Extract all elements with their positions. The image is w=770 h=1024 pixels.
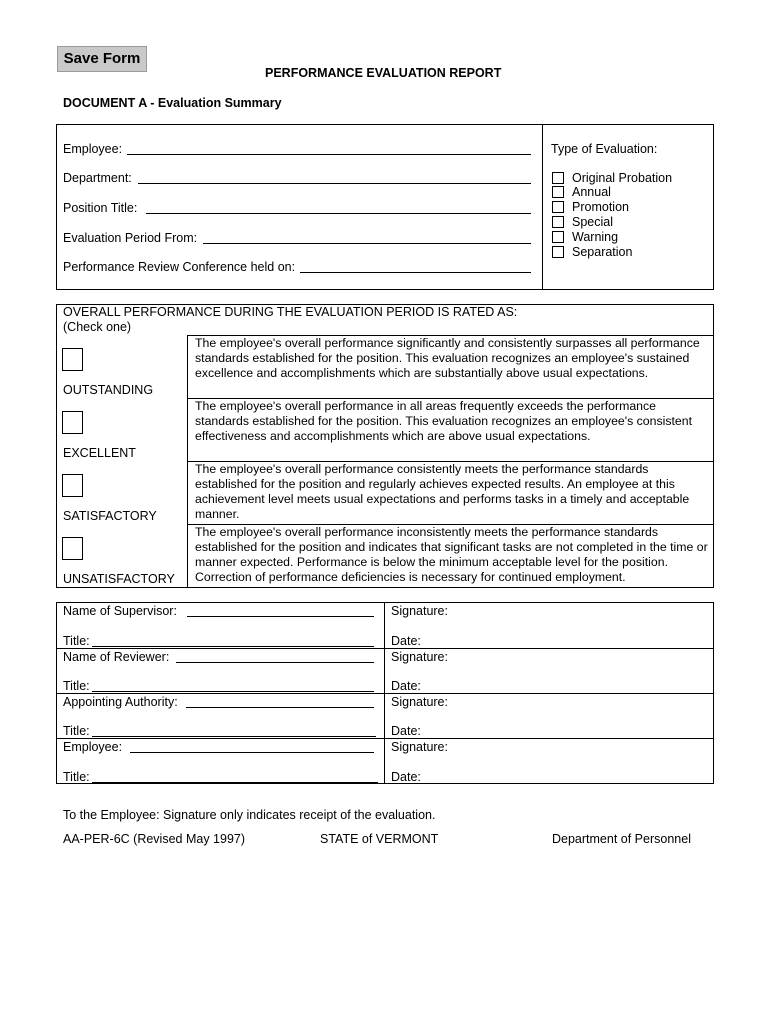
department-label: Department:	[63, 171, 132, 185]
employee-title-field[interactable]	[92, 782, 378, 783]
save-form-button[interactable]: Save Form	[57, 46, 147, 72]
appointing-authority-signature-label: Signature:	[391, 695, 448, 709]
employee-signoff-field[interactable]	[130, 752, 374, 753]
excellent-label: EXCELLENT	[63, 446, 136, 460]
supervisor-name-field[interactable]	[187, 616, 374, 617]
original-probation-checkbox[interactable]	[552, 172, 564, 184]
state-name: STATE of VERMONT	[320, 832, 439, 846]
special-checkbox[interactable]	[552, 216, 564, 228]
rating-subheading: (Check one)	[63, 320, 132, 334]
conference-date-field[interactable]	[300, 272, 531, 273]
special-label: Special	[572, 215, 613, 229]
conference-label: Performance Review Conference held on:	[63, 260, 296, 274]
employee-title-label: Title:	[63, 770, 90, 784]
position-title-label: Position Title:	[63, 201, 138, 215]
supervisor-title-label: Title:	[63, 634, 90, 648]
separation-label: Separation	[572, 245, 633, 259]
outstanding-label: OUTSTANDING	[63, 383, 154, 397]
supervisor-date-label: Date:	[391, 634, 421, 648]
promotion-checkbox[interactable]	[552, 201, 564, 213]
appointing-authority-label: Appointing Authority:	[63, 695, 178, 709]
unsatisfactory-checkbox[interactable]	[62, 537, 83, 560]
outstanding-description: The employee's overall performance significantly and consistently surpasses all performance standards established for the position. This evaluation recognizes an employee's sustained excellence and accomplishments which are substantially above usual expectations.	[195, 336, 700, 380]
satisfactory-description: The employee's overall performance consistently meets the performance standards established for the position and regularly achieves expected results. An employee at this achievement level meets usual expectations and performs tasks in a timely and acceptable manner.	[195, 462, 690, 521]
employee-signature-label: Signature:	[391, 740, 448, 754]
evaluation-period-label: Evaluation Period From:	[63, 231, 198, 245]
original-probation-label: Original Probation	[572, 171, 673, 185]
form-id: AA-PER-6C (Revised May 1997)	[63, 832, 246, 846]
unsatisfactory-label: UNSATISFACTORY	[63, 572, 175, 586]
employee-field[interactable]	[127, 154, 531, 155]
unsatisfactory-description: The employee's overall performance inconsistently meets the performance standards established for the position and indicates that significant tasks are not completed in the time or manner expected. Performance is below the minimum acceptable level for the position. Correction of performance deficiencies is necessary for continued employment.	[195, 525, 708, 584]
employee-date-label: Date:	[391, 770, 421, 784]
reviewer-title-label: Title:	[63, 679, 90, 693]
supervisor-name-label: Name of Supervisor:	[63, 604, 177, 618]
warning-label: Warning	[572, 230, 619, 244]
reviewer-title-field[interactable]	[92, 691, 374, 692]
satisfactory-checkbox[interactable]	[62, 474, 83, 497]
excellent-description: The employee's overall performance in all areas frequently exceeds the performance standards established for the position. This evaluation recognizes an employee's consistent effectiveness and accomplishments which are above usual expectations.	[195, 399, 693, 443]
document-subtitle: DOCUMENT A - Evaluation Summary	[63, 96, 282, 110]
appointing-authority-field[interactable]	[186, 707, 374, 708]
signature-row-divider	[56, 648, 714, 649]
appointing-authority-title-field[interactable]	[92, 736, 376, 737]
signature-row-divider	[56, 693, 714, 694]
department-name: Department of Personnel	[552, 832, 691, 846]
rating-heading: OVERALL PERFORMANCE DURING THE EVALUATION PERIOD IS RATED AS:	[63, 305, 518, 319]
reviewer-signature-label: Signature:	[391, 650, 448, 664]
separation-checkbox[interactable]	[552, 246, 564, 258]
reviewer-name-field[interactable]	[176, 662, 374, 663]
appointing-authority-title-label: Title:	[63, 724, 90, 738]
employee-note: To the Employee: Signature only indicates receipt of the evaluation.	[63, 808, 436, 822]
reviewer-date-label: Date:	[391, 679, 421, 693]
satisfactory-label: SATISFACTORY	[63, 509, 157, 523]
evaluation-period-field[interactable]	[203, 243, 531, 244]
reviewer-name-label: Name of Reviewer:	[63, 650, 170, 664]
department-field[interactable]	[138, 183, 531, 184]
type-of-evaluation-label: Type of Evaluation:	[551, 142, 658, 156]
promotion-label: Promotion	[572, 200, 629, 214]
signature-row-divider	[56, 738, 714, 739]
position-title-field[interactable]	[146, 213, 531, 214]
page-title: PERFORMANCE EVALUATION REPORT	[265, 66, 502, 80]
appointing-authority-date-label: Date:	[391, 724, 421, 738]
annual-checkbox[interactable]	[552, 186, 564, 198]
excellent-checkbox[interactable]	[62, 411, 83, 434]
outstanding-checkbox[interactable]	[62, 348, 83, 371]
employee-label: Employee:	[63, 142, 123, 156]
supervisor-signature-label: Signature:	[391, 604, 448, 618]
annual-label: Annual	[572, 185, 611, 199]
employee-signoff-label: Employee:	[63, 740, 123, 754]
employee-info-divider	[542, 124, 543, 290]
warning-checkbox[interactable]	[552, 231, 564, 243]
supervisor-title-field[interactable]	[92, 646, 374, 647]
